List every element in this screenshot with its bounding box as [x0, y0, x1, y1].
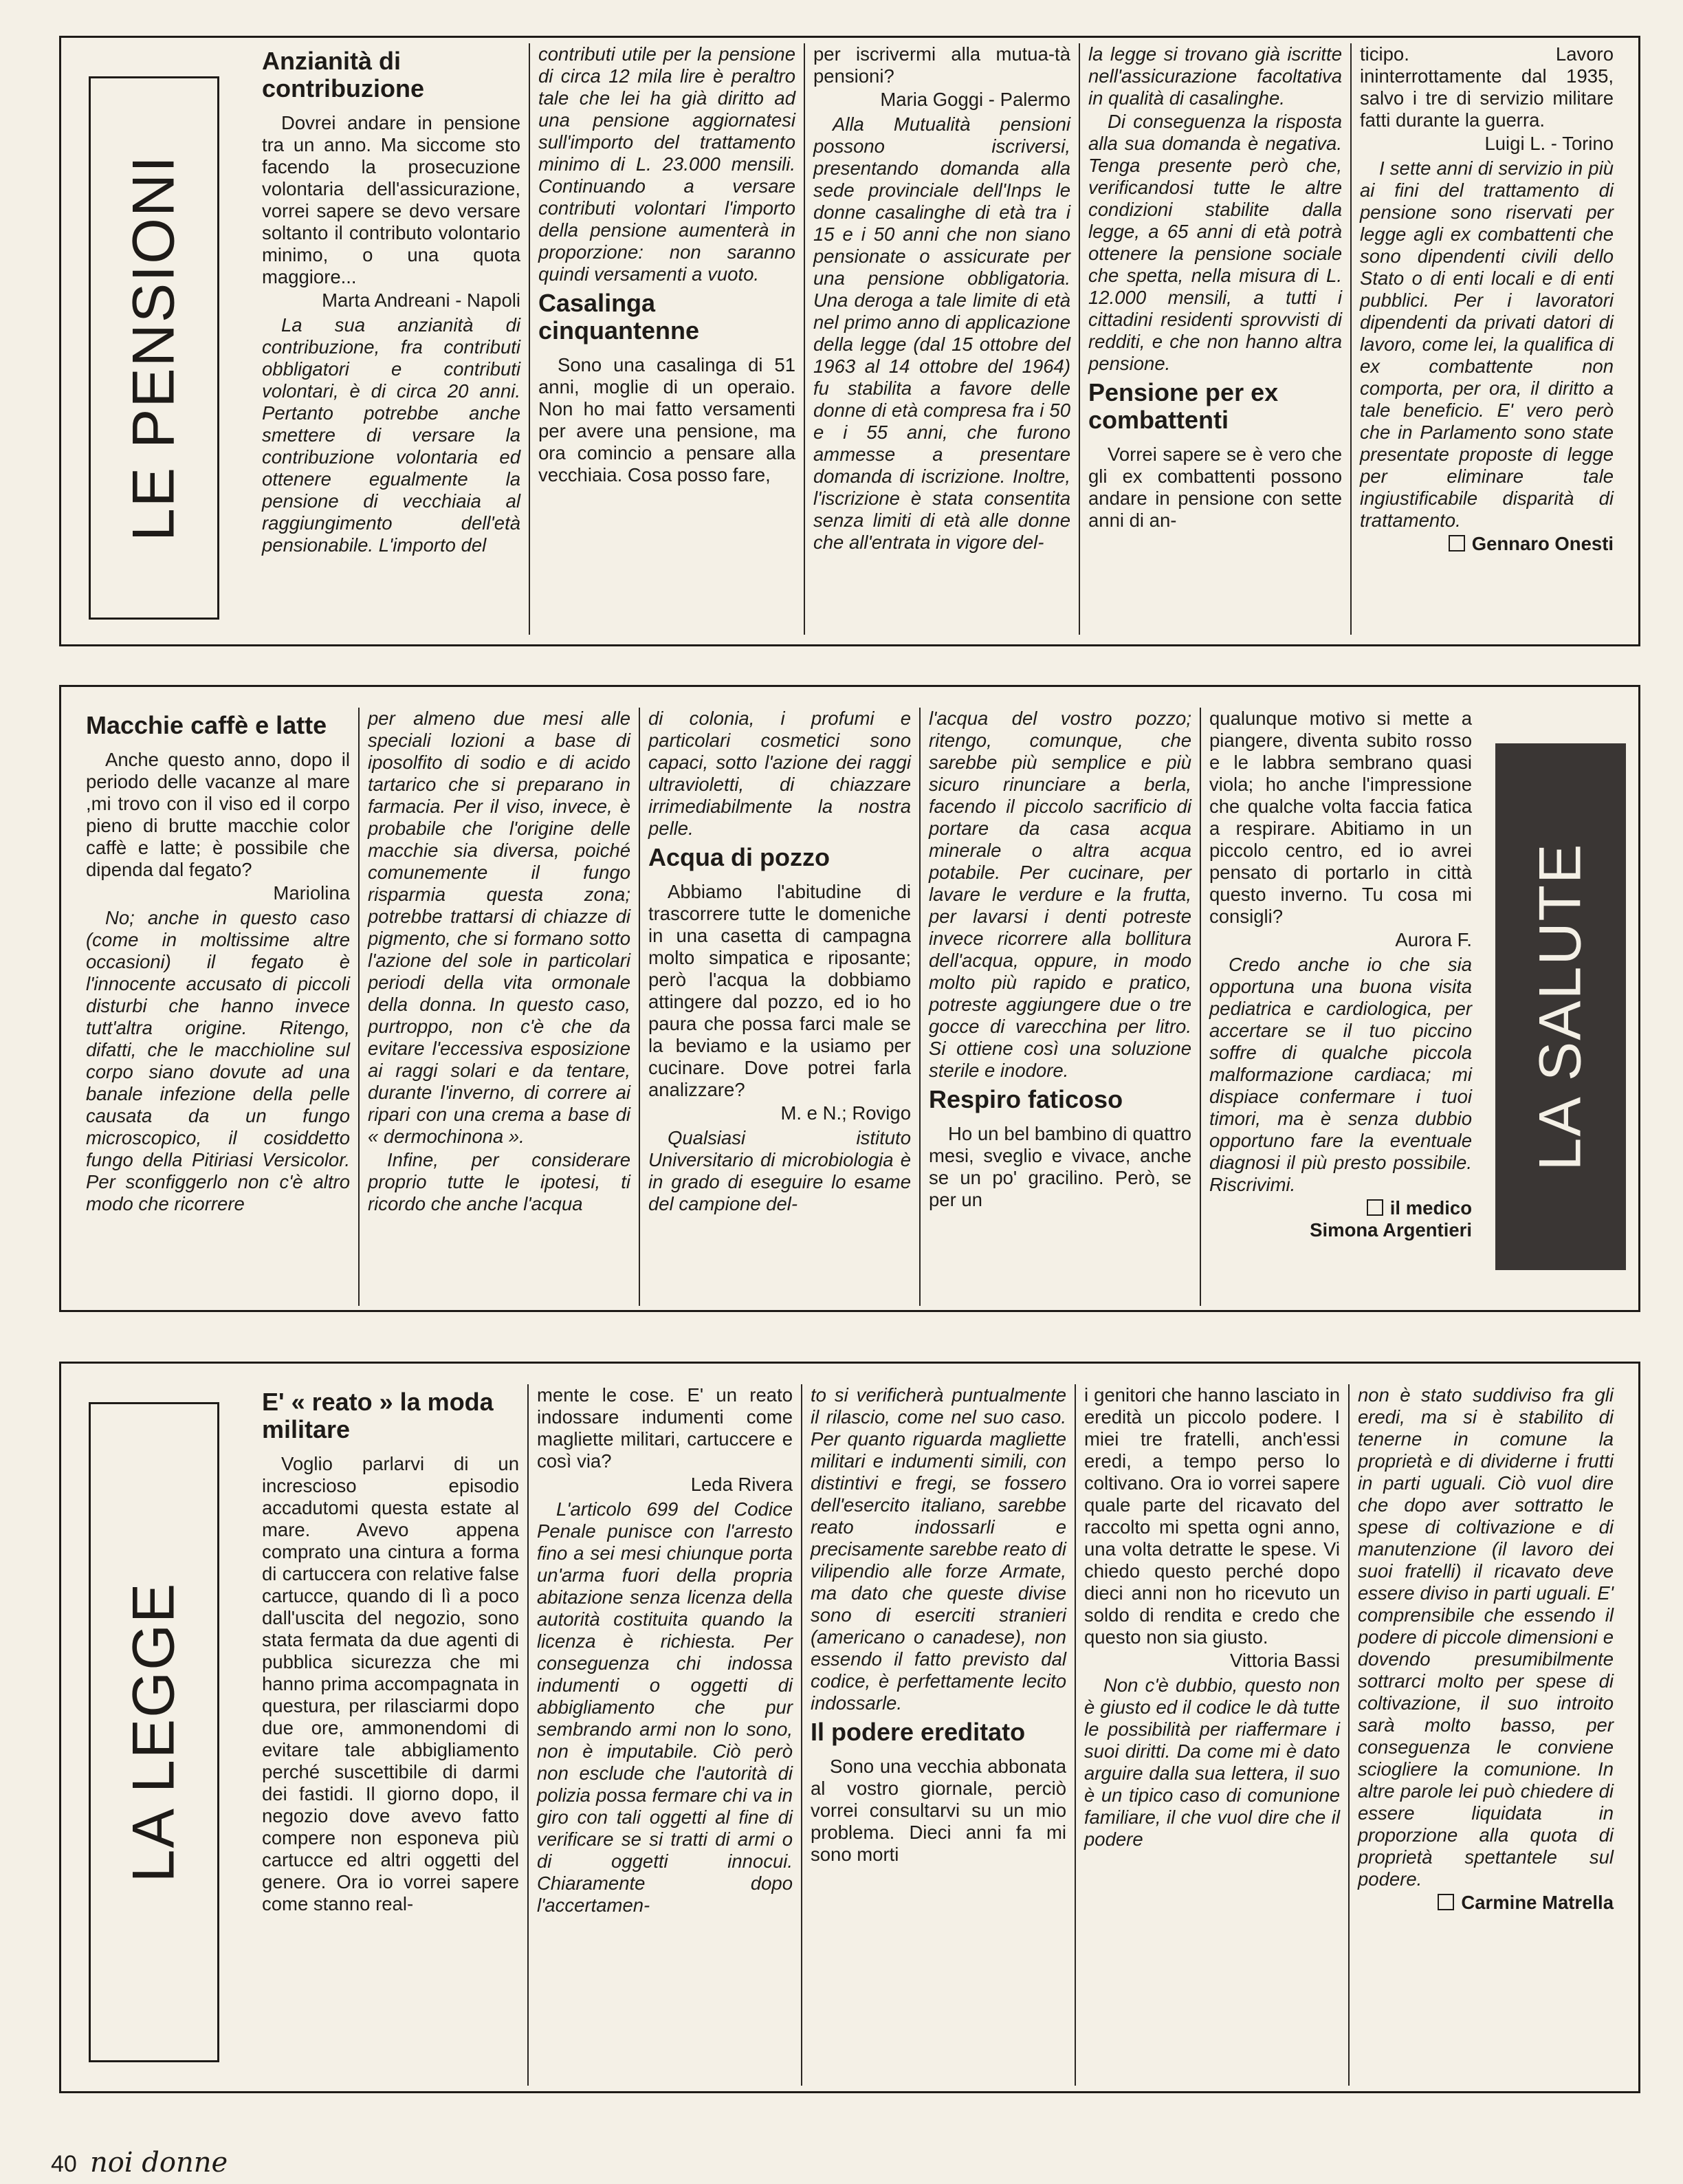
salute-signature-1: Mariolina [273, 882, 350, 904]
pensioni-title: LE PENSIONI [120, 154, 187, 542]
pensioni-letter-3-cont: ticipo. Lavoro ininterrottamente dal 1935, salvo i tre di servizio militare fatti durante la guerra. [1360, 43, 1614, 131]
legge-col-4 [1075, 1384, 1348, 2086]
end-mark-icon [1367, 1199, 1383, 1216]
pensioni-answer-2-cont: la legge si trovano già iscritte nell'assicurazione facoltativa in qualità di casalinghe. [1088, 43, 1342, 109]
legge-columns [254, 1384, 1622, 2086]
end-mark-icon [1449, 535, 1465, 552]
salute-col-2 [358, 708, 639, 1306]
salute-answer-1-cont-3: di colonia, i profumi e particolari cosmetici sono capaci, sotto l'azione dei raggi ultravioletti, di chiazzare irrimediabilmente la nostra pelle. [648, 708, 911, 839]
salute-heading-respiro: Respiro faticoso [929, 1085, 1123, 1113]
legge-answer-1-cont: to si verificherà puntualmente il rilascio, come nel suo caso. Per quanto riguarda magliette militari e indumenti simili, con distintivi e fregi, se fossero dell'esercito italiano, sarebbe reato indossarli e precisamente sarebbe reato di vilipendio alle forze Armate, ma dato che queste divise sono di eserciti stranieri (americano o canadese), non essendo il fatto previsto dal codice, è perfettamente lecito indossarle. [811, 1384, 1066, 1714]
salute-col-1 [78, 708, 358, 1306]
salute-answer-2: Qualsiasi istituto Universitario di microbiologia è in grado di eseguire lo esame del campione del- [648, 1127, 911, 1214]
salute-letter-3: Ho un bel bambino di quattro mesi, sveglio e vivace, anche se un po' gracilino. Però, se per un [929, 1123, 1191, 1210]
salute-letter-2: Abbiamo l'abitudine di trascorrere tutte le domeniche in una casetta di campagna molto simpatica e riposante; però l'acqua la dobbiamo attingere dal pozzo, ed io ho paura che possa farci male se la beviamo e la usiamo per cucinare. Dove potrei farla analizzare? [648, 881, 911, 1100]
salute-author-role: il medico [1209, 1197, 1472, 1219]
pensioni-letter-2-cont: per iscrivermi alla mutua-tà pensioni? [813, 43, 1070, 87]
salute-answer-2-cont: l'acqua del vostro pozzo; ritengo, comunque, che sarebbe più semplice e più sicuro rinunciare a berla, facendo il piccolo sacrificio di portare da casa acqua minerale o altra acqua potabile. Per cucinare, per lavare le verdure e la frutta, per lavarsi i denti potreste invece ricorrere alla bollitura dell'acqua, oppure, in modo molto più rapido e pratico, potreste aggiungere due o tre gocce di varecchina per litro. Si ottiene così una soluzione sterile e inodore. [929, 708, 1191, 1081]
legge-letter-2: Sono una vecchia abbonata al vostro giornale, perciò vorrei consultarvi su un mio problema. Dieci anni fa mi sono morti [811, 1756, 1066, 1865]
legge-answer-2: Non c'è dubbio, questo non è giusto ed il codice le dà tutte le possibilità per riaffermare i suoi diritti. Da come mi è dato arguire dalla sua lettera, il suo è un tipico caso di comunione familiare, il che vuol dire che il podere [1084, 1674, 1340, 1850]
pensioni-signature-1: Marta Andreani - Napoli [322, 290, 520, 311]
legge-signature-2: Vittoria Bassi [1230, 1650, 1340, 1671]
legge-col-1 [254, 1384, 527, 2086]
salute-signature-2: M. e N.; Rovigo [780, 1102, 911, 1124]
salute-heading-macchie: Macchie caffè e latte [86, 711, 327, 739]
end-mark-icon [1438, 1894, 1454, 1910]
pensioni-columns [254, 43, 1622, 635]
pensioni-letter-2: Sono una casalinga di 51 anni, moglie di un operaio. Non ho mai fatto versamenti per avere una pensione, ma ora comincio a pensare alla vecchiaia. Cosa posso fare, [538, 354, 795, 485]
legge-section-label [89, 1402, 219, 2062]
salute-columns [78, 708, 1480, 1306]
salute-col-4 [919, 708, 1200, 1306]
salute-signature-3: Aurora F. [1395, 929, 1472, 950]
legge-author [1358, 1892, 1614, 1914]
pensioni-col-5 [1350, 43, 1622, 635]
pensioni-col-4 [1079, 43, 1350, 635]
legge-col-5 [1348, 1384, 1622, 2086]
page-number: 40 [51, 2151, 77, 2177]
pensioni-col-2 [529, 43, 804, 635]
salute-answer-1: No; anche in questo caso (come in moltissime altre occasioni) il fegato è l'innocente accusato di piccoli disturbi che hanno invece tutt'altra origine. Ritengo, difatti, che le macchioline sul corpo siano dovute ad una banale infezione della pelle causata da un fungo microscopico, il cosiddetto fungo della Pitiriasi Versicolor. Per sconfiggerlo non c'è altro modo che ricorrere [86, 907, 350, 1214]
legge-title: LA LEGGE [120, 1582, 187, 1883]
pensioni-answer-2-cont-2: Di conseguenza la risposta alla sua domanda è negativa. Tenga presente però che, verificandosi tutte le altre condizioni stabilite dalla legge, a 65 anni di età potrà ottenere la pensione sociale che spetta, nella misura di L. 12.000 mensili, a tutti i cittadini residenti sprovvisti di redditi, e che non hanno altra pensione. [1088, 111, 1342, 374]
salute-letter-1: Anche questo anno, dopo il periodo delle vacanze al mare ,mi trovo con il viso ed il corpo pieno di brutte macchie color caffè e latte; è possibile che dipenda dal fegato? [86, 749, 350, 880]
salute-answer-1-cont-2: Infine, per considerare proprio tutte le ipotesi, ti ricordo che anche l'acqua [368, 1149, 630, 1214]
pensioni-col-1 [254, 43, 529, 635]
legge-answer-1: L'articolo 699 del Codice Penale punisce con l'arresto fino a sei mesi chiunque porta un'arma fuori della propria abitazione senza licenza della autorità costituita quando la licenza è richiesta. Per conseguenza chi indossa indumenti o oggetti di abbigliamento che pur sembrando armi non lo sono, non è imputabile. Ciò però non esclude che l'autorità di polizia possa fermare chi va in giro con tali oggetti al fine di verificare se si tratti di armi o di oggetti innocui. Chiaramente dopo l'accertamen- [537, 1498, 793, 1916]
legge-letter-1: Voglio parlarvi di un increscioso episodio accadutomi questa estate al mare. Avevo appena comprato una cintura a forma di cartuccera con relative false cartucce, quando di lì a poco dall'uscita del negozio, sono stata fermata da due agenti di pubblica sicurezza che mi hanno prima accompagnata in questura, per rilasciarmi dopo due ore, ammonendomi di evitare tale abbigliamento perché suscettibile di darmi dei fastidi. Il giorno dopo, il negozio dove avevo fatto compere non esponeva più cartucce ed altri oggetti del genere. Ora io vorrei sapere come stanno real- [262, 1453, 519, 1914]
pensioni-heading-casalinga: Casalinga cinquantenne [538, 289, 700, 345]
pensioni-letter-1: Dovrei andare in pensione tra un anno. Ma siccome sto facendo la prosecuzione volontaria dell'assicurazione, vorrei sapere se devo versare soltanto il contributo volontario minimo, o una quota maggiore... [262, 112, 520, 287]
salute-box [59, 685, 1640, 1312]
salute-section-label [1495, 743, 1626, 1270]
salute-answer-3: Credo anche io che sia opportuna una buona visita pediatrica e cardiologica, per accertare se il tuo piccino soffre di qualche piccola malformazione cardiaca; mi dispiace confermare i tuoi timori, ma è senza dubbio opportuno fare la eventuale diagnosi il più presto possibile. Riscrivimi. [1209, 954, 1472, 1195]
legge-answer-2-cont: non è stato suddiviso fra gli eredi, ma si è stabilito di tenerne in comune la proprietà e di dividerne i frutti in parti uguali. Ciò vuol dire che dopo aver sottratto le spese di coltivazione e di manutenzione (il lavoro dei suoi fratelli) il ricavato deve essere diviso in parti uguali. E' comprensibile che essendo il podere di piccole dimensioni e dovendo presumibilmente sottrarci molto per spese di coltivazione, il suo introito sarà molto basso, per conseguenza le conviene sciogliere la comunione. In altre parole lei può chiedere di essere liquidata in proporzione alla quota di proprietà spettantele sul podere. [1358, 1384, 1614, 1890]
salute-col-3 [639, 708, 919, 1306]
pensioni-author [1360, 533, 1614, 555]
pensioni-answer-1-cont: contributi utile per la pensione di circa 12 mila lire è peraltro tale che lei ha già diritto ad una pensione aggiornatesi sull'importo del trattamento minimo di L. 23.000 mensili. Continuando a versare contributi volontari l'importo della pensione aumenterà in proporzione: non saranno quindi versamenti a vuoto. [538, 43, 795, 285]
pensioni-signature-2: Maria Goggi - Palermo [880, 89, 1070, 110]
salute-letter-3-cont: qualunque motivo si mette a piangere, diventa subito rosso e le labbra sembrano quasi viola; ho anche l'impressione che qualche volta faccia fatica a respirare. Abitiamo in un piccolo centro, ed io avrei pensato di portarlo in città questo inverno. Tu cosa mi consigli? [1209, 708, 1472, 927]
pensioni-letter-3: Vorrei sapere se è vero che gli ex combattenti possono andare in pensione con sette anni di an- [1088, 444, 1342, 531]
pensioni-col-3 [804, 43, 1079, 635]
pensioni-box [59, 36, 1640, 646]
legge-heading-podere: Il podere ereditato [811, 1718, 1026, 1746]
pensioni-answer-2: Alla Mutualità pensioni possono iscriversi, presentando domanda alla sede provinciale dell'Inps le donne casalinghe di età tra i 15 e i 50 anni che non siano pensionate o assicurate per una pensione obbligatoria. Una deroga a tale limite di età nel primo anno di applicazione della legge (dal 15 ottobre del 1963 al 14 ottobre del 1964) fu stabilita a favore delle donne di età compresa fra i 50 e i 55 anni, che furono ammesse a presentare domanda di iscrizione. Inoltre, l'iscrizione è stata consentita senza limiti di età alle donne che all'entrata in vigore del- [813, 113, 1070, 553]
pensioni-section-label [89, 76, 219, 620]
legge-letter-2-cont: i genitori che hanno lasciato in eredità un piccolo podere. I miei tre fratelli, anch'essi eredi, a tempo perso lo coltivano. Ora io vorrei sapere quale parte del ricavato del raccolto mi spetta ogni anno, una volta detratte le spese. Vi chiedo questo perché dopo dieci anni non ho ricevuto un soldo di rendita e credo che questo non sia giusto. [1084, 1384, 1340, 1648]
pensioni-signature-3: Luigi L. - Torino [1484, 133, 1614, 154]
salute-answer-1-cont: per almeno due mesi alle speciali lozioni a base di iposolfito di sodio e di acido tartarico che si preparano in farmacia. Per il viso, invece, è probabile che l'origine delle macchie sia diversa, poiché comunemente il fungo risparmia questa zona; potrebbe trattarsi di chiazze di pigmento, che si formano sotto l'azione del sole in particolari periodi della vita ormonale della donna. In questo caso, purtroppo, non c'è che da evitare l'eccessiva esposizione ai raggi solari e da tentare, durante l'inverno, di correre ai ripari con una crema a base di « dermochinona ». [368, 708, 630, 1147]
legge-col-2 [527, 1384, 801, 2086]
legge-col-3 [801, 1384, 1075, 2086]
salute-heading-acqua: Acqua di pozzo [648, 843, 830, 871]
pensioni-answer-3: I sette anni di servizio in più ai fini del trattamento di pensione sono riservati per legge agli ex combattenti che sono dipendenti civili dello Stato o di enti locali e di enti pubblici. Per i lavoratori dipendenti da privati datori di lavoro, come lei, la qualifica di ex combattente non comporta, per ora, il diritto a tale beneficio. E' vero però che in Parlamento sono state presentate proposte di legge per eliminare tale ingiustificabile disparità di trattamento. [1360, 157, 1614, 531]
page-footer [51, 2147, 228, 2178]
legge-author-name: Carmine Matrella [1461, 1892, 1614, 1913]
legge-letter-1-cont: mente le cose. E' un reato indossare indumenti come magliette militari, cartuccere e così via? [537, 1384, 793, 1472]
legge-box [59, 1362, 1640, 2093]
salute-author-name: Simona Argentieri [1310, 1219, 1472, 1241]
pensioni-author-name: Gennaro Onesti [1471, 533, 1614, 554]
pensioni-answer-1: La sua anzianità di contribuzione, fra contributi obbligatori e contributi volontari, è di circa 20 anni. Pertanto potrebbe anche smettere di versare la contribuzione volontaria ed ottenere egualmente la pensione di vecchiaia al raggiungimento dell'età pensionabile. L'importo del [262, 314, 520, 556]
pensioni-heading-combattenti: Pensione per ex combattenti [1088, 378, 1279, 434]
pensioni-heading-anzianita: Anzianità di contribuzione [262, 47, 424, 102]
legge-signature-1: Leda Rivera [690, 1474, 793, 1495]
magazine-name: noi donne [89, 2147, 228, 2178]
legge-heading-moda: E' « reato » la moda militare [262, 1388, 494, 1443]
salute-title: LA SALUTE [1527, 842, 1594, 1171]
salute-col-5 [1200, 708, 1480, 1306]
